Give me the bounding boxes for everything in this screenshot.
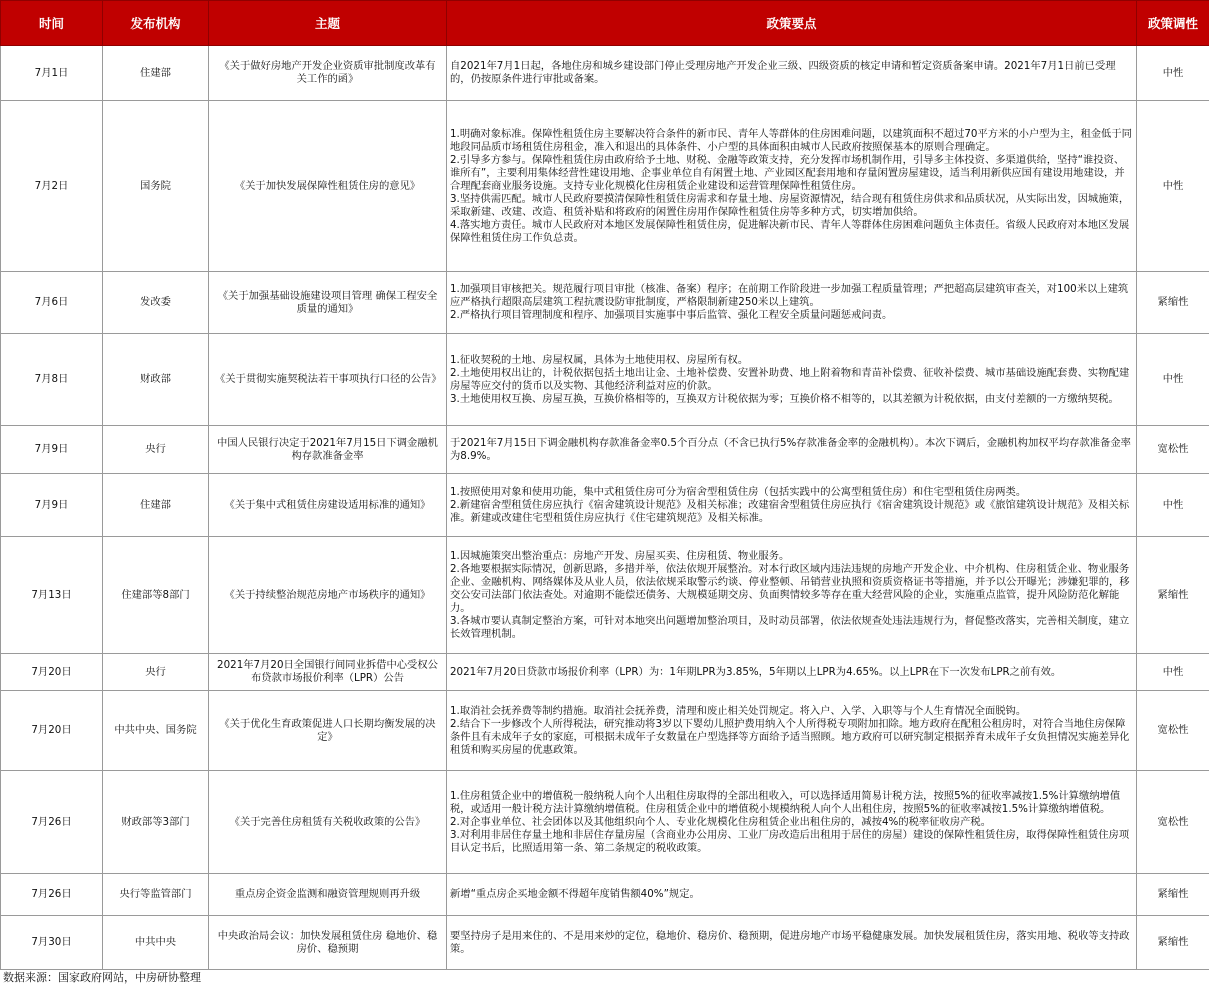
cell-title: 2021年7月20日全国银行间同业拆借中心受权公布贷款市场报价利率（LPR）公告 <box>209 654 447 691</box>
table-row <box>1 474 1209 537</box>
cell-title: 《关于加快发展保障性租赁住房的意见》 <box>209 101 447 272</box>
cell-title: 中央政治局会议：加快发展租赁住房 稳地价、稳房价、稳预期 <box>209 916 447 970</box>
header-agency: 发布机构 <box>103 1 209 46</box>
policy-point: 2.结合下一步修改个人所得税法，研究推动将3岁以下婴幼儿照护费用纳入个人所得税专项附加扣除。地方政府在配租公租房时，对符合当地住房保障条件且有未成年子女的家庭，可根据未成年子女数量在户型选择等方面给予适当照顾。地方政府可以研究制定根据养育未成年子女负担情况实施差异化租赁和购买房屋的优惠政策。 <box>450 718 1133 757</box>
cell-date: 7月1日 <box>1 46 103 101</box>
cell-agency: 央行 <box>103 426 209 474</box>
table-row <box>1 654 1209 691</box>
cell-points <box>447 771 1137 874</box>
header-row <box>1 1 1209 46</box>
cell-tone: 中性 <box>1137 46 1209 101</box>
table-row <box>1 691 1209 771</box>
table-row <box>1 771 1209 874</box>
policy-point: 3.对利用非居住存量土地和非居住存量房屋（含商业办公用房、工业厂房改造后出租用于居住的房屋）建设的保障性租赁住房，取得保障性租赁住房项目认定书后，比照适用第一条、第二条规定的税收政策。 <box>450 829 1133 855</box>
cell-agency: 中共中央 <box>103 916 209 970</box>
cell-title: 重点房企资金监测和融资管理规则再升级 <box>209 874 447 916</box>
data-source-note: 数据来源：国家政府网站，中房研协整理 <box>0 970 1209 986</box>
policy-point: 1.按照使用对象和使用功能，集中式租赁住房可分为宿舍型租赁住房（包括实践中的公寓型租赁住房）和住宅型租赁住房两类。 <box>450 486 1133 499</box>
cell-tone: 中性 <box>1137 334 1209 426</box>
table-row <box>1 46 1209 101</box>
policy-point: 3.各城市要认真制定整治方案，可针对本地突出问题增加整治项目，及时动员部署，依法依规查处违法违规行为，督促整改落实，完善相关制度，建立长效管理机制。 <box>450 615 1133 641</box>
cell-agency: 国务院 <box>103 101 209 272</box>
header-date: 时间 <box>1 1 103 46</box>
cell-date: 7月9日 <box>1 474 103 537</box>
cell-tone: 中性 <box>1137 474 1209 537</box>
cell-points <box>447 272 1137 334</box>
cell-title: 《关于优化生育政策促进人口长期均衡发展的决定》 <box>209 691 447 771</box>
cell-points <box>447 334 1137 426</box>
table-row <box>1 272 1209 334</box>
cell-date: 7月13日 <box>1 537 103 654</box>
cell-points <box>447 426 1137 474</box>
policy-point: 自2021年7月1日起，各地住房和城乡建设部门停止受理房地产开发企业三级、四级资质的核定申请和暂定资质备案申请。2021年7月1日前已受理的，仍按原条件进行审批或备案。 <box>450 60 1133 86</box>
cell-tone: 紧缩性 <box>1137 272 1209 334</box>
cell-date: 7月26日 <box>1 874 103 916</box>
policy-point: 2.严格执行项目管理制度和程序、加强项目实施事中事后监管、强化工程安全质量问题惩戒问责。 <box>450 309 1133 322</box>
cell-points <box>447 537 1137 654</box>
policy-point: 2.引导多方参与。保障性租赁住房由政府给予土地、财税、金融等政策支持，充分发挥市场机制作用，引导多主体投资、多渠道供给，坚持“谁投资、谁所有”，主要利用集体经营性建设用地、企事业单位自有闲置土地、产业园区配套用地和存量闲置房屋建设，适当利用新供应国有建设用地建设，并合理配套商业服务设施。支持专业化规模化住房租赁企业建设和运营管理保障性租赁住房。 <box>450 154 1133 193</box>
cell-title: 《关于完善住房租赁有关税收政策的公告》 <box>209 771 447 874</box>
policy-point: 1.住房租赁企业中的增值税一般纳税人向个人出租住房取得的全部出租收入，可以选择适用简易计税方法，按照5%的征收率减按1.5%计算缴纳增值税，或适用一般计税方法计算缴纳增值税。住房租赁企业中的增值税小规模纳税人向个人出租住房，按照5%的征收率减按1.5%计算缴纳增值税。 <box>450 790 1133 816</box>
cell-agency: 财政部等3部门 <box>103 771 209 874</box>
cell-points <box>447 46 1137 101</box>
cell-tone: 宽松性 <box>1137 691 1209 771</box>
cell-points <box>447 874 1137 916</box>
cell-tone: 中性 <box>1137 654 1209 691</box>
cell-agency: 央行等监管部门 <box>103 874 209 916</box>
header-points: 政策要点 <box>447 1 1137 46</box>
cell-agency: 央行 <box>103 654 209 691</box>
cell-tone: 中性 <box>1137 101 1209 272</box>
cell-tone: 紧缩性 <box>1137 537 1209 654</box>
cell-agency: 住建部等8部门 <box>103 537 209 654</box>
policy-point: 1.取消社会抚养费等制约措施。取消社会抚养费，清理和废止相关处罚规定。将入户、入学、入职等与个人生育情况全面脱钩。 <box>450 705 1133 718</box>
policy-point: 4.落实地方责任。城市人民政府对本地区发展保障性租赁住房，促进解决新市民、青年人等群体住房困难问题负主体责任。省级人民政府对本地区发展保障性租赁住房工作负总责。 <box>450 219 1133 245</box>
cell-date: 7月20日 <box>1 691 103 771</box>
cell-title: 中国人民银行决定于2021年7月15日下调金融机构存款准备金率 <box>209 426 447 474</box>
cell-points <box>447 916 1137 970</box>
cell-agency: 中共中央、国务院 <box>103 691 209 771</box>
policy-point: 新增“重点房企买地金额不得超年度销售额40%”规定。 <box>450 888 1133 901</box>
cell-points <box>447 691 1137 771</box>
policy-point: 2.新建宿舍型租赁住房应执行《宿舍建筑设计规范》及相关标准；改建宿舍型租赁住房应执行《宿舍建筑设计规范》或《旅馆建筑设计规范》及相关标准。新建或改建住宅型租赁住房应执行《住宅建筑规范》及相关标准。 <box>450 499 1133 525</box>
cell-points <box>447 101 1137 272</box>
cell-points <box>447 474 1137 537</box>
cell-agency: 财政部 <box>103 334 209 426</box>
cell-date: 7月8日 <box>1 334 103 426</box>
table-body <box>1 46 1209 970</box>
table-row <box>1 101 1209 272</box>
cell-date: 7月30日 <box>1 916 103 970</box>
cell-tone: 宽松性 <box>1137 771 1209 874</box>
cell-title: 《关于加强基础设施建设项目管理 确保工程安全质量的通知》 <box>209 272 447 334</box>
policy-point: 2.土地使用权出让的，计税依据包括土地出让金、土地补偿费、安置补助费、地上附着物和青苗补偿费、征收补偿费、城市基础设施配套费、实物配建房屋等应交付的货币以及实物、其他经济利益对应的价款。 <box>450 367 1133 393</box>
table-row <box>1 874 1209 916</box>
cell-date: 7月6日 <box>1 272 103 334</box>
header-tone: 政策调性 <box>1137 1 1209 46</box>
policy-point: 2021年7月20日贷款市场报价利率（LPR）为：1年期LPR为3.85%，5年期以上LPR为4.65%。以上LPR在下一次发布LPR之前有效。 <box>450 666 1133 679</box>
cell-title: 《关于持续整治规范房地产市场秩序的通知》 <box>209 537 447 654</box>
cell-agency: 住建部 <box>103 46 209 101</box>
policy-point: 1.加强项目审核把关。规范履行项目审批（核准、备案）程序；在前期工作阶段进一步加强工程质量管理；严把超高层建筑审查关，对100米以上建筑应严格执行超限高层建筑工程抗震设防审批制度，严格限制新建250米以上建筑。 <box>450 283 1133 309</box>
cell-date: 7月20日 <box>1 654 103 691</box>
cell-date: 7月9日 <box>1 426 103 474</box>
cell-points <box>447 654 1137 691</box>
policy-point: 于2021年7月15日下调金融机构存款准备金率0.5个百分点（不含已执行5%存款准备金率的金融机构）。本次下调后，金融机构加权平均存款准备金率为8.9%。 <box>450 437 1133 463</box>
table-row <box>1 334 1209 426</box>
cell-date: 7月2日 <box>1 101 103 272</box>
policy-point: 3.坚持供需匹配。城市人民政府要摸清保障性租赁住房需求和存量土地、房屋资源情况，结合现有租赁住房供求和品质状况，从实际出发，因城施策，采取新建、改建、改造、租赁补贴和将政府的闲置住房用作保障性租赁住房等多种方式，切实增加供给。 <box>450 193 1133 219</box>
table-row <box>1 916 1209 970</box>
table-row <box>1 537 1209 654</box>
policy-point: 1.明确对象标准。保障性租赁住房主要解决符合条件的新市民、青年人等群体的住房困难问题，以建筑面积不超过70平方米的小户型为主，租金低于同地段同品质市场租赁住房租金，准入和退出的具体条件、小户型的具体面积由城市人民政府按照保基本的原则合理确定。 <box>450 128 1133 154</box>
table-row <box>1 426 1209 474</box>
cell-agency: 发改委 <box>103 272 209 334</box>
header-title: 主题 <box>209 1 447 46</box>
cell-tone: 宽松性 <box>1137 426 1209 474</box>
cell-agency: 住建部 <box>103 474 209 537</box>
policy-point: 2.各地要根据实际情况，创新思路，多措并举，依法依规开展整治。对本行政区域内违法违规的房地产开发企业、中介机构、住房租赁企业、物业服务企业、金融机构、网络媒体及从业人员，依法依规采取警示约谈、停业整顿、吊销营业执照和资质资格证书等措施，并予以公开曝光；涉嫌犯罪的，移交公安司法部门依法查处。对逾期不能偿还债务、大规模延期交房、负面舆情较多等存在重大经营风险的企业，实施重点监管，提升风险防范化解能力。 <box>450 563 1133 615</box>
cell-date: 7月26日 <box>1 771 103 874</box>
cell-title: 《关于做好房地产开发企业资质审批制度改革有关工作的函》 <box>209 46 447 101</box>
cell-title: 《关于贯彻实施契税法若干事项执行口径的公告》 <box>209 334 447 426</box>
cell-title: 《关于集中式租赁住房建设适用标准的通知》 <box>209 474 447 537</box>
policy-point: 1.因城施策突出整治重点：房地产开发、房屋买卖、住房租赁、物业服务。 <box>450 550 1133 563</box>
policy-point: 1.征收契税的土地、房屋权属，具体为土地使用权、房屋所有权。 <box>450 354 1133 367</box>
cell-tone: 紧缩性 <box>1137 874 1209 916</box>
policy-point: 3.土地使用权互换、房屋互换，互换价格相等的，互换双方计税依据为零；互换价格不相等的，以其差额为计税依据，由支付差额的一方缴纳契税。 <box>450 393 1133 406</box>
cell-tone: 紧缩性 <box>1137 916 1209 970</box>
policy-point: 2.对企事业单位、社会团体以及其他组织向个人、专业化规模化住房租赁企业出租住房的，减按4%的税率征收房产税。 <box>450 816 1133 829</box>
policy-point: 要坚持房子是用来住的、不是用来炒的定位，稳地价、稳房价、稳预期，促进房地产市场平稳健康发展。加快发展租赁住房，落实用地、税收等支持政策。 <box>450 930 1133 956</box>
